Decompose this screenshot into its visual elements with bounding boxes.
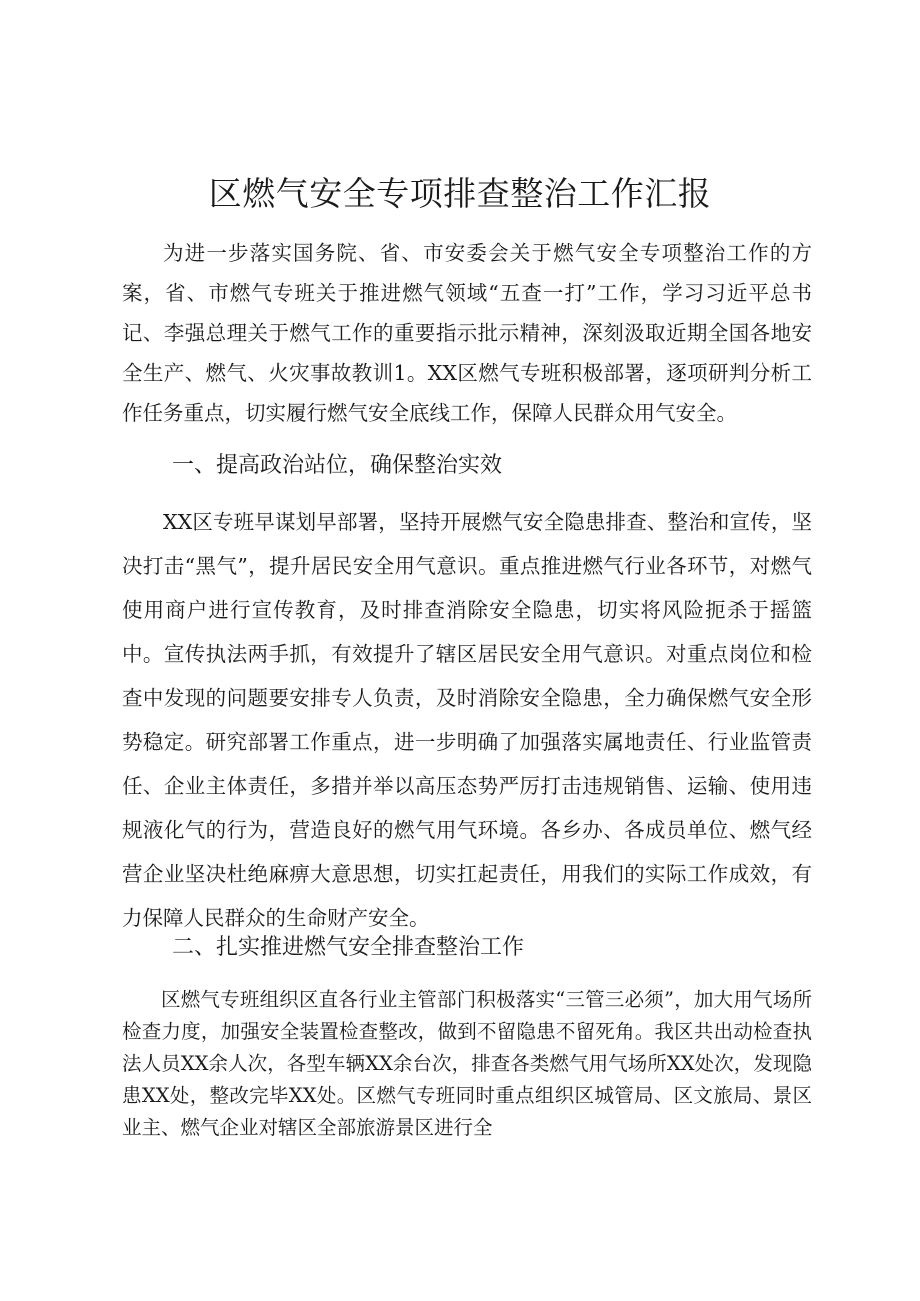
section-1-heading: 一、提高政治站位，确保整治实效	[172, 453, 503, 478]
section-2-heading: 二、扎实推进燃气安全排查整治工作	[172, 935, 525, 960]
document-title: 区燃气安全专项排查整治工作汇报	[208, 174, 712, 213]
section-1-body: XX区专班早谋划早部署，坚持开展燃气安全隐患排查、整治和宣传，坚决打击“黑气”，提升居民安全用气意识。重点推进燃气行业各环节，对燃气使用商户进行宣传教育，及时排查消除安全隐患，切实将风险扼杀于摇篮中。宣传执法两手抓，有效提升了辖区居民安全用气意识。对重点岗位和检查中发现的问题要安排专人负责，及时消除安全隐患，全力确保燃气安全形势稳定。研究部署工作重点，进一步明确了加强落实属地责任、行业监管责任、企业主体责任，多措并举以高压态势严厉打击违规销售、运输、使用违规液化气的行为，营造良好的燃气用气环境。各乡办、各成员单位、燃气经营企业坚决杜绝麻痹大意思想，切实扛起责任，用我们的实际工作成效，有力保障人民群众的生命财产安全。	[122, 510, 812, 930]
section-2-body: 区燃气专班组织区直各行业主管部门积极落实“三管三必须”，加大用气场所检查力度，加强安全装置检查整改，做到不留隐患不留死角。我区共出动检查执法人员XX余人次，各型车辆XX余台次，排查各类燃气用气场所XX处次，发现隐患XX处，整改完毕XX处。区燃气专班同时重点组织区城管局、区文旅局、景区业主、燃气企业对辖区全部旅游景区进行全	[122, 988, 812, 1139]
intro-paragraph: 为进一步落实国务院、省、市安委会关于燃气安全专项整治工作的方案，省、市燃气专班关于推进燃气领域“五查一打”工作，学习习近平总书记、李强总理关于燃气工作的重要指示批示精神，深刻汲取近期全国各地安全生产、燃气、火灾事故教训1。XX区燃气专班积极部署，逐项研判分析工作任务重点，切实履行燃气安全底线工作，保障人民群众用气安全。	[122, 241, 812, 425]
